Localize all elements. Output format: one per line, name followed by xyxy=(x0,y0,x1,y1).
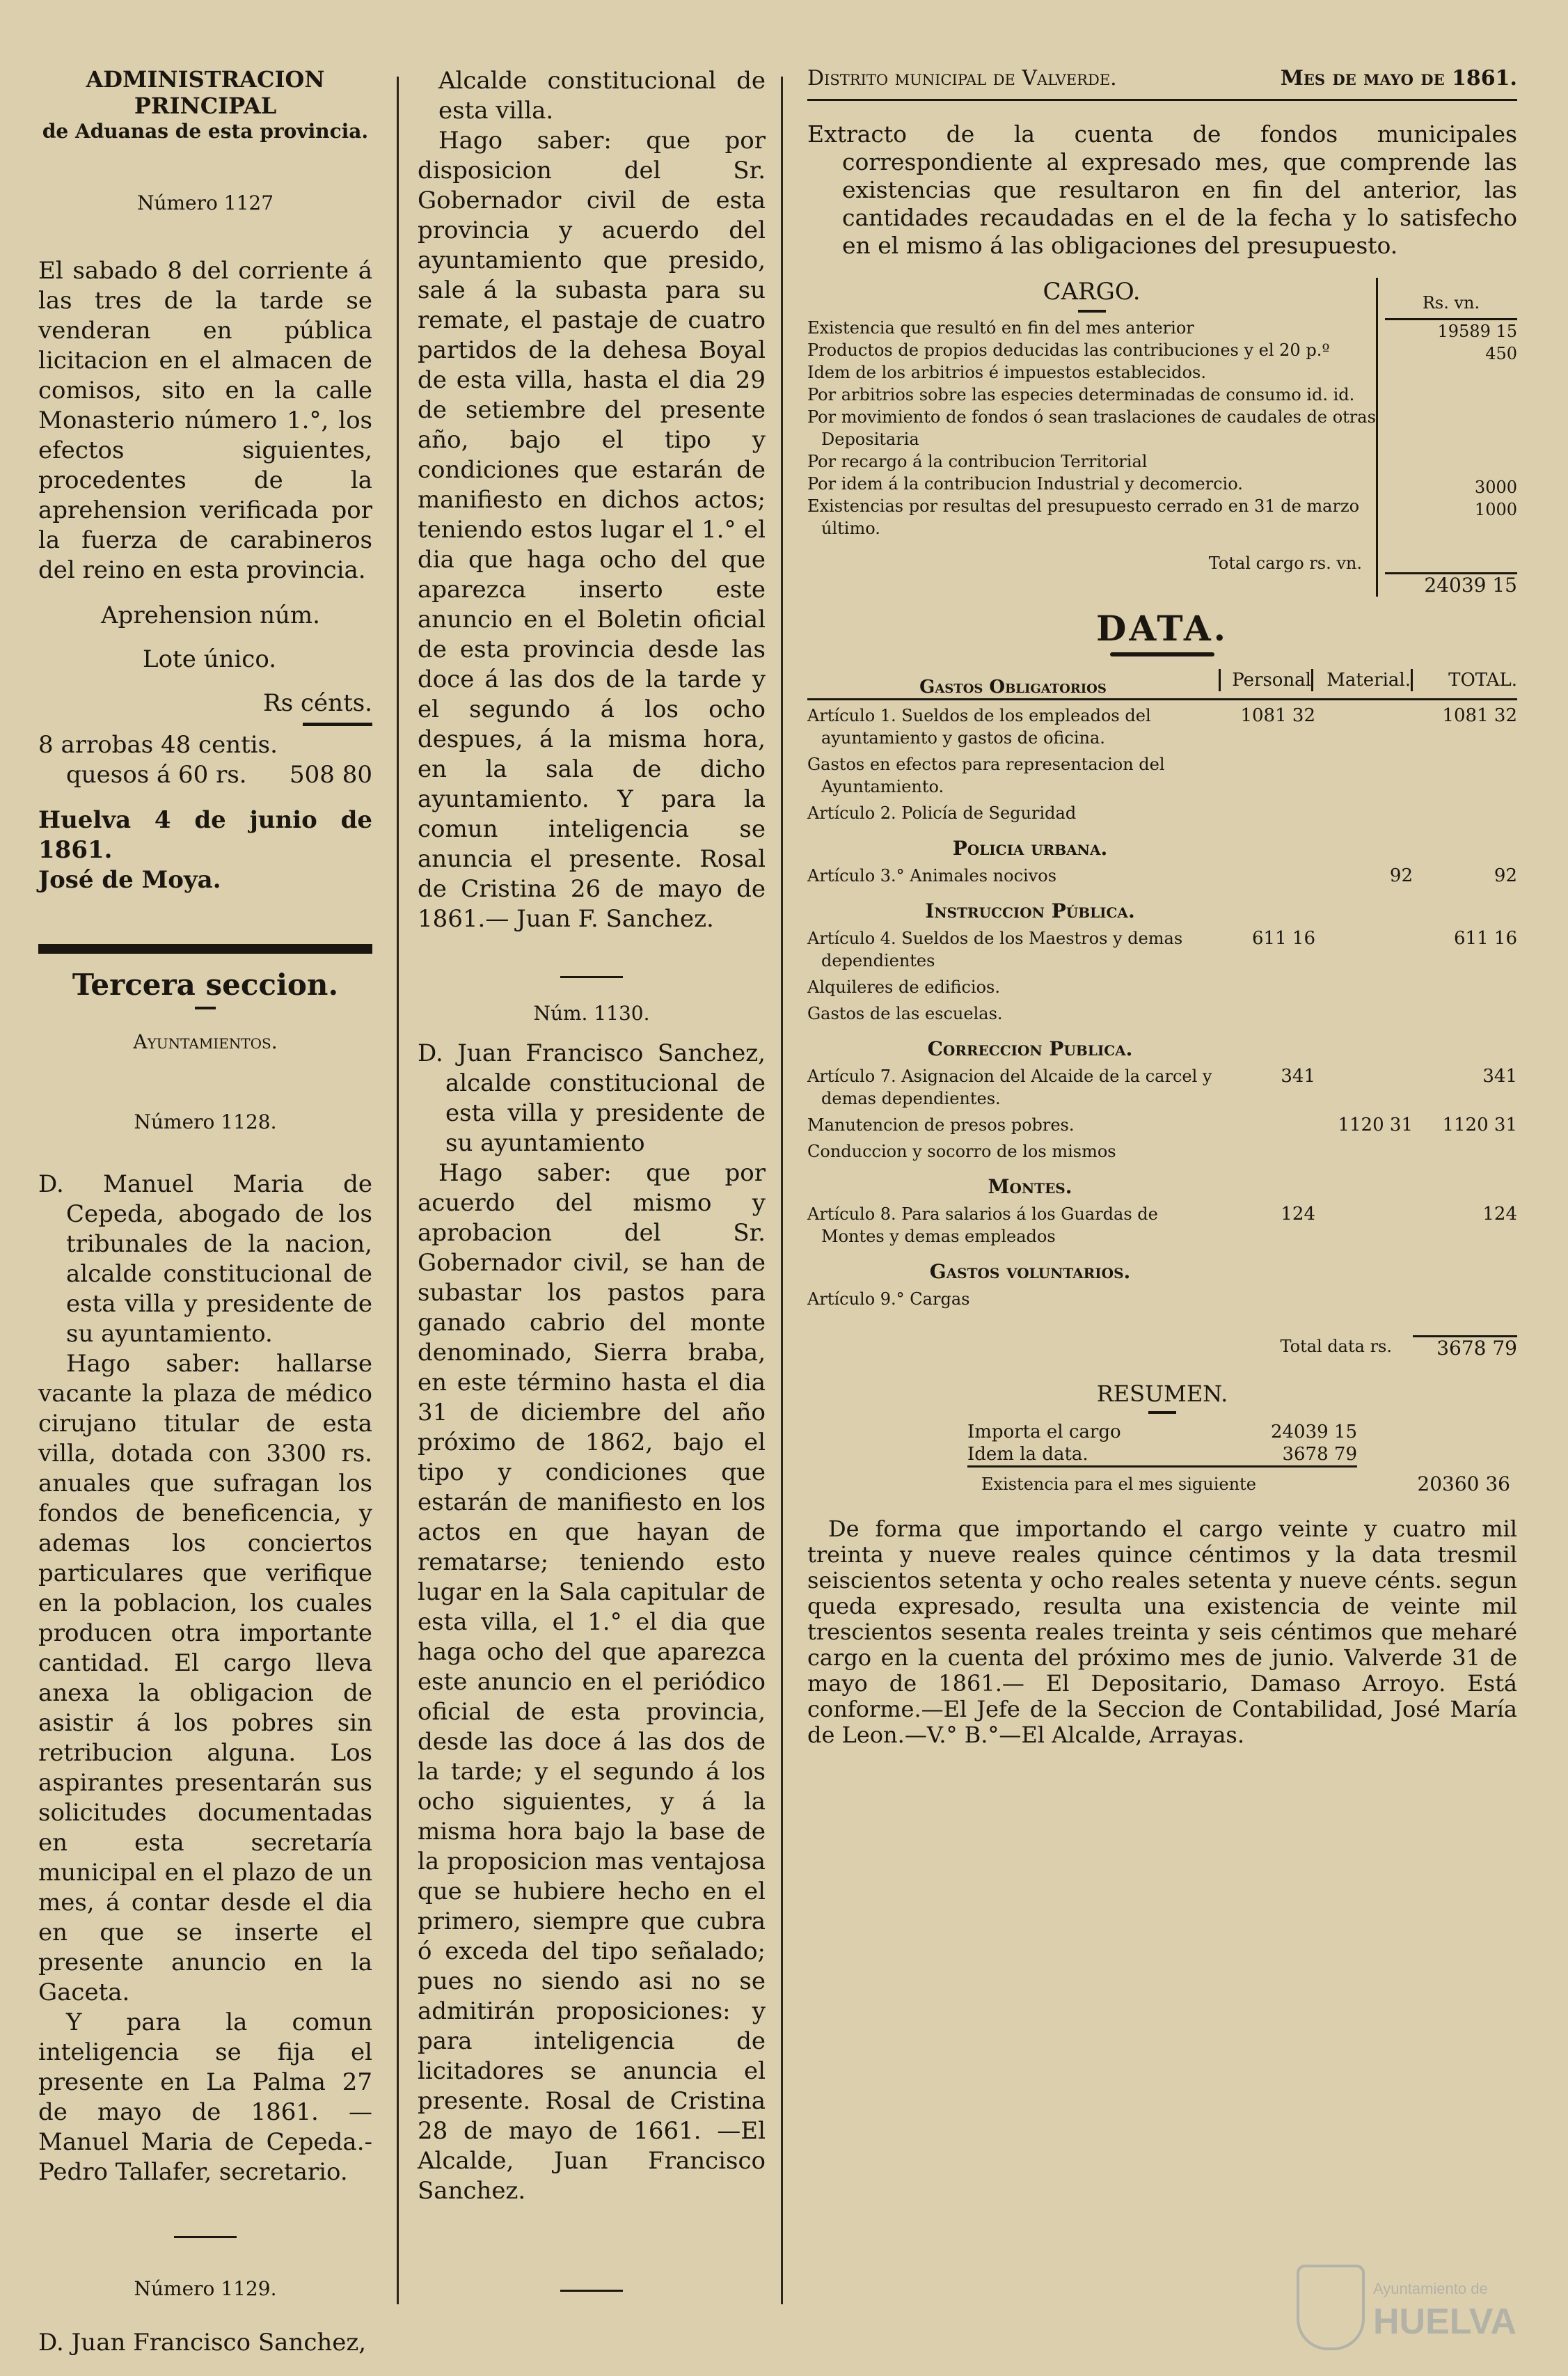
data-row-label: Gastos de las escuelas. xyxy=(807,1004,1003,1023)
cargo-row-label: Existencias por resultas del presupuesto cerrado en 31 de marzo último. xyxy=(807,496,1360,538)
data-row xyxy=(807,802,1517,824)
signature-date: Huelva 4 de junio de 1861. xyxy=(38,806,372,864)
divider xyxy=(560,976,623,978)
col-material: Material. xyxy=(1311,669,1411,691)
data-row-label: Manutencion de presos pobres. xyxy=(807,1115,1075,1135)
resumen-value: 3678 79 xyxy=(1282,1444,1357,1465)
section-divider xyxy=(38,944,372,954)
cargo-row-label: Productos de propios deducidas las contribuciones y el 20 p.º xyxy=(807,340,1330,360)
column-rule xyxy=(397,77,399,2304)
data-row-label: Conduccion y socorro de los mismos xyxy=(807,1142,1116,1161)
notice-line: Aprehension núm. xyxy=(101,601,320,629)
data-row xyxy=(807,927,1517,972)
data-section-heading: Policia urbana. xyxy=(952,837,1108,860)
notice-body: D. Manuel Maria de Cepeda, abogado de los tribunales de la nacion, alcalde constitucional de esta villa y presidente de su ayuntamiento. xyxy=(38,1170,372,1348)
notice-number: Núm. 1130. xyxy=(533,1002,650,1025)
divider xyxy=(1078,310,1106,313)
cargo-row-value: 450 xyxy=(1485,344,1517,363)
data-row-total: 611 16 xyxy=(1454,928,1517,949)
total-cargo-value: 24039 15 xyxy=(1385,572,1517,597)
month-title: Mes de mayo de 1861. xyxy=(1280,66,1517,91)
closing-paragraph: De forma que importando el cargo veinte y cuatro mil treinta y nueve reales quince céntimos y la data tresmil seiscientos setenta y ocho reales setenta y nueve cénts. segun queda expresado, resulta una existencia de veinte mil trescientos sesenta reales treinta y seis céntimos que meharé cargo en la cuenta del próximo mes de junio. Valverde 31 de mayo de 1861.— El Depositario, Damaso Arroyo. Está conforme.—El Jefe de la Seccion de Contabilidad, José María de Leon.—V.° B.°—El Alcalde, Arrayas. xyxy=(807,1516,1517,1748)
resumen-row xyxy=(967,1421,1357,1443)
cargo-row-label: Por arbitrios sobre las especies determinadas de consumo id. id. xyxy=(807,385,1355,404)
column-2 xyxy=(418,66,766,2304)
resumen-label: Existencia para el mes siguiente xyxy=(981,1474,1256,1494)
account-summary: Extracto de la cuenta de fondos municipales correspondiente al expresado mes, que comprende las existencias que resultaron en fin del anterior, las cantidades recaudadas en el de la fecha y lo satisfecho en el mismo á las obligaciones del presupuesto. xyxy=(807,120,1517,259)
notice-line: Lote único. xyxy=(143,645,277,673)
data-row-label: Artículo 4. Sueldos de los Maestros y demas dependientes xyxy=(807,929,1183,970)
data-row-personal: 1081 32 xyxy=(1240,705,1315,726)
cargo-row-label: Por idem á la contribucion Industrial y decomercio. xyxy=(807,474,1243,494)
data-row-personal: 341 xyxy=(1281,1066,1315,1087)
resumen-existence-row xyxy=(981,1473,1510,1495)
cargo-labels xyxy=(807,278,1376,597)
data-row-material: 1120 31 xyxy=(1338,1115,1413,1135)
notice-body: D. Juan Francisco Sanchez, alcalde constitucional de esta villa y presidente de su ayuntamiento xyxy=(418,1039,766,1157)
data-row xyxy=(807,1002,1517,1025)
section-subtitle: Ayuntamientos. xyxy=(133,1030,278,1053)
account-header xyxy=(807,66,1517,101)
resumen-row xyxy=(967,1443,1357,1468)
notice-body: Hago saber: hallarse vacante la plaza de médico cirujano titular de esta villa, dotada con 3300 rs. anuales que sufragan los fondos de beneficencia, y ademas los conciertos particulares que verifique en la poblacion, los cuales producen otra importante cantidad. El cargo lleva anexa la obligacion de asistir á los pobres sin retribucion alguna. Los aspirantes presentarán sus solicitudes documentadas en esta secretaría municipal en el plazo de un mes, á contar desde el dia en que se inserte el presente anuncio en la Gaceta. xyxy=(38,1350,372,2006)
resumen-value: 24039 15 xyxy=(1270,1422,1357,1442)
item-line: 8 arrobas 48 centis. xyxy=(38,731,278,759)
cargo-row-label: Idem de los arbitrios é impuestos establecidos. xyxy=(807,363,1206,382)
data-section-heading: Gastos voluntarios. xyxy=(929,1260,1131,1283)
notice-body: Hago saber: que por acuerdo del mismo y aprobacion del Sr. Gobernador civil, se han de subastar los pastos para ganado cabrio del monte denominado, Sierra braba, en este término hasta el dia 31 de diciembre del año próximo de 1862, bajo el tipo y condiciones que estarán de manifiesto en los actos en que hayan de rematarse; teniendo esto lugar en la Sala capitular de esta villa, el 1.° el dia que haga ocho del que aparezca este anuncio en el periódico oficial de esta provincia, desde las doce á las dos de la tarde; y el segundo á los ocho siguientes, y á la misma hora bajo la base de la proposicion mas ventajosa que se hubiere hecho en el primero, siempre que cubra ó exceda del tipo señalado; pues no siendo asi no se admitirán proposiciones: y para inteligencia de licitadores se anuncia el presente. Rosal de Cristina 28 de mayo de 1661. —El Alcalde, Juan Francisco Sanchez. xyxy=(418,1159,766,2205)
total-data-row xyxy=(807,1335,1517,1360)
total-data-value: 3678 79 xyxy=(1413,1335,1517,1360)
cargo-row-label: Existencia que resultó en fin del mes anterior xyxy=(807,318,1194,338)
cargo-row-label: Por recargo á la contribucion Territorial xyxy=(807,452,1148,471)
column-rule xyxy=(781,77,783,2304)
admin-heading: ADMINISTRACION PRINCIPAL xyxy=(86,66,325,119)
total-cargo-label: Total cargo rs. vn. xyxy=(1208,553,1362,573)
cargo-row-label: Por movimiento de fondos ó sean traslaciones de caudales de otras Depositaria xyxy=(807,407,1376,449)
data-row xyxy=(807,1288,1517,1310)
notice-body: Alcalde constitucional de esta villa. xyxy=(438,67,766,125)
data-row-total: 92 xyxy=(1494,865,1517,886)
stamp-line1: Ayuntamiento de xyxy=(1373,2280,1488,2297)
col-total: TOTAL. xyxy=(1411,669,1517,691)
cargo-value-list xyxy=(1385,318,1517,565)
data-row-label: Gastos en efectos para representacion del Ayuntamiento. xyxy=(807,755,1165,796)
data-table-header xyxy=(807,669,1517,700)
data-row xyxy=(807,1114,1517,1136)
divider xyxy=(174,2236,237,2238)
resumen-label: Idem la data. xyxy=(967,1444,1088,1465)
item-value: 508 80 xyxy=(290,761,372,789)
data-row xyxy=(807,865,1517,887)
divider xyxy=(303,723,372,726)
data-row-total: 124 xyxy=(1482,1204,1517,1225)
notice-number: Número 1129. xyxy=(134,2277,277,2300)
notice-body: El sabado 8 del corriente á las tres de la tarde se venderan en pública licitacion en el almacen de comisos, sito en la calle Monasterio número 1.°, los efectos siguientes, procedentes de la aprehension verificada por la fuerza de carabineros del reino en esta provincia. xyxy=(38,257,372,584)
data-row-label: Artículo 2. Policía de Seguridad xyxy=(807,803,1077,823)
data-row xyxy=(807,753,1517,798)
cargo-values xyxy=(1376,278,1517,597)
resumen-table xyxy=(967,1421,1357,1468)
data-row-label: Artículo 1. Sueldos de los empleados del ayuntamiento y gastos de oficina. xyxy=(807,706,1151,748)
cargo-row-value: 19589 15 xyxy=(1437,322,1517,341)
watermark-stamp xyxy=(1297,2265,1540,2348)
data-row-total: 1081 32 xyxy=(1442,705,1517,726)
signature-name: José de Moya. xyxy=(38,866,221,894)
column-3 xyxy=(807,66,1517,1748)
total-data-label: Total data rs. xyxy=(1280,1337,1392,1356)
stamp-line2: HUELVA xyxy=(1373,2302,1517,2342)
data-row-material: 92 xyxy=(1389,865,1413,886)
cargo-row-value xyxy=(1385,521,1517,565)
notice-body: Y para la comun inteligencia se fija el presente en La Palma 27 de mayo de 1861. —Manuel Maria de Cepeda.- Pedro Tallafer, secretario. xyxy=(38,2008,372,2186)
cargo-title: CARGO. xyxy=(1043,278,1141,306)
cargo-row-value: 3000 xyxy=(1474,478,1517,497)
data-row xyxy=(807,1065,1517,1110)
divider xyxy=(560,2290,623,2292)
cargo-rows xyxy=(807,317,1376,540)
notice-number: Número 1128. xyxy=(134,1110,277,1133)
data-section-heading: Montes. xyxy=(988,1175,1072,1198)
district-title: Distrito municipal de Valverde. xyxy=(807,66,1117,91)
cargo-row-value xyxy=(1385,387,1517,432)
data-section-heading: Instruccion Pública. xyxy=(925,899,1135,922)
data-row xyxy=(807,1140,1517,1163)
resumen-title: RESUMEN. xyxy=(1096,1380,1228,1407)
admin-subheading: de Aduanas de esta provincia. xyxy=(42,120,369,143)
divider xyxy=(1148,1411,1176,1414)
currency-header: Rs cénts. xyxy=(263,689,372,717)
data-row-label: Artículo 3.° Animales nocivos xyxy=(807,866,1057,886)
ornament-divider xyxy=(1110,652,1214,656)
data-row-label: Artículo 8. Para salarios á los Guardas de Montes y demas empleados xyxy=(807,1204,1158,1246)
data-row-personal: 611 16 xyxy=(1252,928,1315,949)
coat-of-arms-icon xyxy=(1297,2265,1365,2350)
cargo-table xyxy=(807,278,1517,597)
section-title: Tercera seccion. xyxy=(72,968,339,1002)
data-row-total: 341 xyxy=(1482,1066,1517,1087)
data-row xyxy=(807,705,1517,749)
data-row-label: Artículo 9.° Cargas xyxy=(807,1289,970,1309)
cargo-row-value: 1000 xyxy=(1474,500,1517,519)
column-1 xyxy=(38,66,372,2358)
notice-body: D. Juan Francisco Sanchez, xyxy=(38,2329,367,2357)
divider xyxy=(195,1007,216,1009)
data-row-personal: 124 xyxy=(1281,1204,1315,1225)
col-personal: Personal xyxy=(1219,669,1311,691)
cargo-row-value xyxy=(1385,365,1517,387)
data-row xyxy=(807,1203,1517,1248)
data-row-label: Artículo 7. Asignacion del Alcaide de la carcel y demas dependientes. xyxy=(807,1067,1212,1108)
currency-header: Rs. vn. xyxy=(1422,293,1480,313)
notice-number: Número 1127 xyxy=(136,191,274,214)
notice-body: Hago saber: que por disposicion del Sr. Gobernador civil de esta provincia y acuerdo del ayuntamiento que presido, sale á la subasta para su remate, el pastaje de cuatro partidos de la dehesa Boyal de esta villa, hasta el dia 29 de setiembre del presente año, bajo el tipo y condiciones que estarán de manifiesto en dichos actos; teniendo estos lugar el 1.° el dia que haga ocho del que aparezca inserto este anuncio en el Boletin oficial de esta provincia desde las doce á las dos de la tarde y el segundo á los ocho despues, á la misma hora, en la sala de dicho ayuntamiento. Y para la comun inteligencia se anuncia el presente. Rosal de Cristina 26 de mayo de 1861.— Juan F. Sanchez. xyxy=(418,127,766,933)
cargo-row-value xyxy=(1385,432,1517,476)
data-table-body xyxy=(807,705,1517,1310)
item-label: quesos á 60 rs. xyxy=(66,761,247,789)
data-section-heading: Correccion Publica. xyxy=(927,1037,1133,1060)
data-row-total: 1120 31 xyxy=(1442,1115,1517,1135)
item-row xyxy=(38,760,372,790)
data-row xyxy=(807,976,1517,998)
data-row-label: Alquileres de edificios. xyxy=(807,977,1000,997)
col-gastos: Gastos Obligatorios xyxy=(919,677,1107,698)
resumen-value: 20360 36 xyxy=(1417,1472,1510,1495)
resumen-label: Importa el cargo xyxy=(967,1422,1121,1442)
data-title: DATA. xyxy=(1095,608,1229,649)
